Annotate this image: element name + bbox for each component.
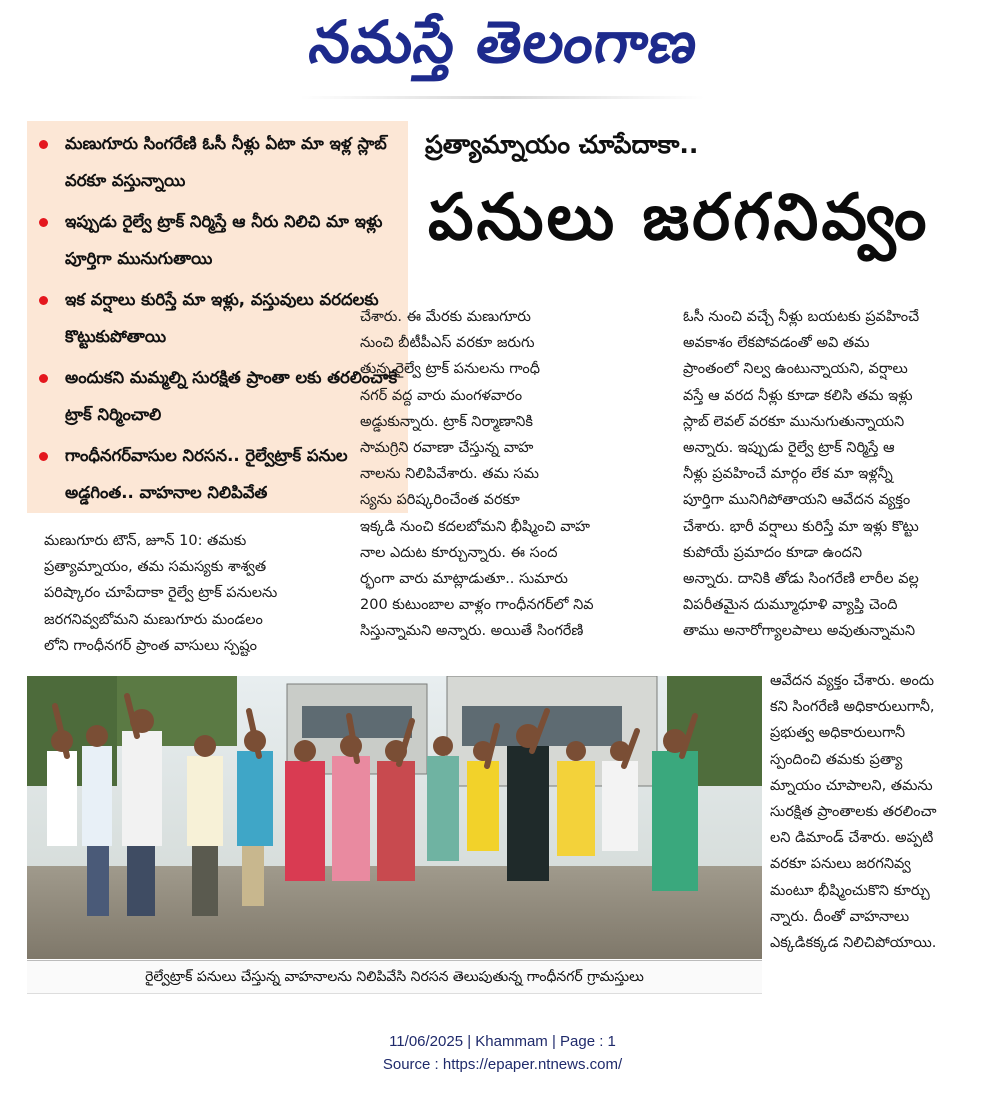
article-kicker: ప్రత్యామ్నాయం చూపేదాకా..	[425, 130, 699, 159]
article-column-middle: చేశారు. ఈ మేరకు మణుగూరు నుంచి బీటీపీఎస్ వరకూ జరుగు తున్న రైల్వే ట్రాక్ పనులను గాంధీ నగర్ వద్ద వారు మంగళవారం అడ్డుకున్నారు. ట్రాక్ నిర్మాణానికి సామగ్రిని రవాణా చేస్తున్న వాహ నాలను నిలిపివేశారు. తమ సమ స్యను పరిష్కరించేంత వరకూ ఇక్కడి నుంచి కదలబోమని భీష్మించి వాహ నాల ఎదుట కూర్చున్నారు. ఈ సంద ర్భంగా వారు మాట్లాడుతూ.. సుమారు 200 కుటుంబాల వాళ్లం గాంధీనగర్‌లో నివ సిస్తున్నామని అన్నారు. అయితే సింగరేణి	[360, 309, 594, 640]
footer-edition-info: 11/06/2025 | Khammam | Page : 1	[389, 1033, 616, 1050]
masthead-logo: నమస్తే తెలంగాణ	[304, 8, 703, 76]
protest-photo-illustration	[27, 676, 762, 959]
highlight-item: ఇప్పుడు రైల్వే ట్రాక్ నిర్మిస్తే ఆ నీరు నిలిచి మా ఇళ్లు పూర్తిగా మునుగుతాయి	[39, 203, 400, 277]
bullet-dot-icon	[39, 452, 48, 461]
photo-caption: రైల్వేట్రాక్ పనులు చేస్తున్న వాహనాలను నిలిపివేసి నిరసన తెలుపుతున్న గాంధీనగర్ గ్రామస్తులు	[27, 960, 762, 994]
bullet-dot-icon	[39, 140, 48, 149]
footer-source-link[interactable]: Source : https://epaper.ntnews.com/	[382, 1056, 623, 1073]
masthead	[0, 0, 1005, 100]
article-column-right-continued: ఆవేదన వ్యక్తం చేశారు. అందు కని సింగరేణి అధికారులుగానీ, ప్రభుత్వ అధికారులుగానీ స్పందించి తమకు ప్రత్యా మ్నాయం చూపాలని, తమను సురక్షిత ప్రాంతాలకు తరలించా లని డిమాండ్ చేశారు. అప్పటి వరకూ పనులు జరగనివ్వ మంటూ భీష్మించుకొని కూర్చు న్నారు. దీంతో వాహనాలు ఎక్కడికక్కడ నిలిచిపోయాయి.	[770, 673, 937, 952]
protest-photo	[27, 676, 762, 959]
highlight-item: గాంధీనగర్‌వాసుల నిరసన.. రైల్వేట్రాక్ పనుల అడ్డగింత.. వాహనాల నిలిపివేత	[39, 437, 400, 511]
highlights-box	[27, 121, 408, 513]
masthead-divider	[300, 96, 705, 99]
article-column-left: మణుగూరు టౌన్, జూన్ 10: తమకు ప్రత్యామ్నాయం, తమ సమస్యకు శాశ్వత పరిష్కారం చూపేదాకా రైల్వే ట్రాక్ పనులను జరగనివ్వబోమని మణుగూరు మండలం లోని గాంధీనగర్ ప్రాంత వాసులు స్పష్టం	[44, 533, 278, 654]
highlight-item: అందుకని మమ్మల్ని సురక్షిత ప్రాంతా లకు తరలించాకే ట్రాక్ నిర్మించాలి	[39, 359, 400, 433]
highlight-item: మణుగూరు సింగరేణి ఓసీ నీళ్లు ఏటా మా ఇళ్ల స్లాబ్ వరకూ వస్తున్నాయి	[39, 125, 400, 199]
bullet-dot-icon	[39, 374, 48, 383]
bullet-dot-icon	[39, 218, 48, 227]
page-footer	[0, 1030, 1005, 1076]
article-column-right: ఓసీ నుంచి వచ్చే నీళ్లు బయటకు ప్రవహించే అవకాశం లేకపోవడంతో అవి తమ ప్రాంతంలో నిల్వ ఉంటున్నాయని, వర్షాలు వస్తే ఆ వరద నీళ్లు కూడా కలిసి తమ ఇళ్లు స్లాబ్ లెవల్ వరకూ మునుగుతున్నాయని అన్నారు. ఇప్పుడు రైల్వే ట్రాక్ నిర్మిస్తే ఆ నీళ్లు ప్రవహించే మార్గం లేక మా ఇళ్లన్నీ పూర్తిగా మునిగిపోతాయని ఆవేదన వ్యక్తం చేశారు. భారీ వర్షాలు కురిస్తే మా ఇళ్లు కొట్టు కుపోయే ప్రమాదం కూడా ఉందని అన్నారు. దానికి తోడు సింగరేణి లారీల వల్ల విపరీతమైన దుమ్మూధూళి వ్యాప్తి చెంది తాము అనారోగ్యాలపాలు అవుతున్నామని	[683, 309, 920, 640]
article-headline: పనులు జరగనివ్వం	[428, 181, 930, 255]
bullet-dot-icon	[39, 296, 48, 305]
highlight-item: ఇక వర్షాలు కురిస్తే మా ఇళ్లు, వస్తువులు వరదలకు కొట్టుకుపోతాయి	[39, 281, 400, 355]
